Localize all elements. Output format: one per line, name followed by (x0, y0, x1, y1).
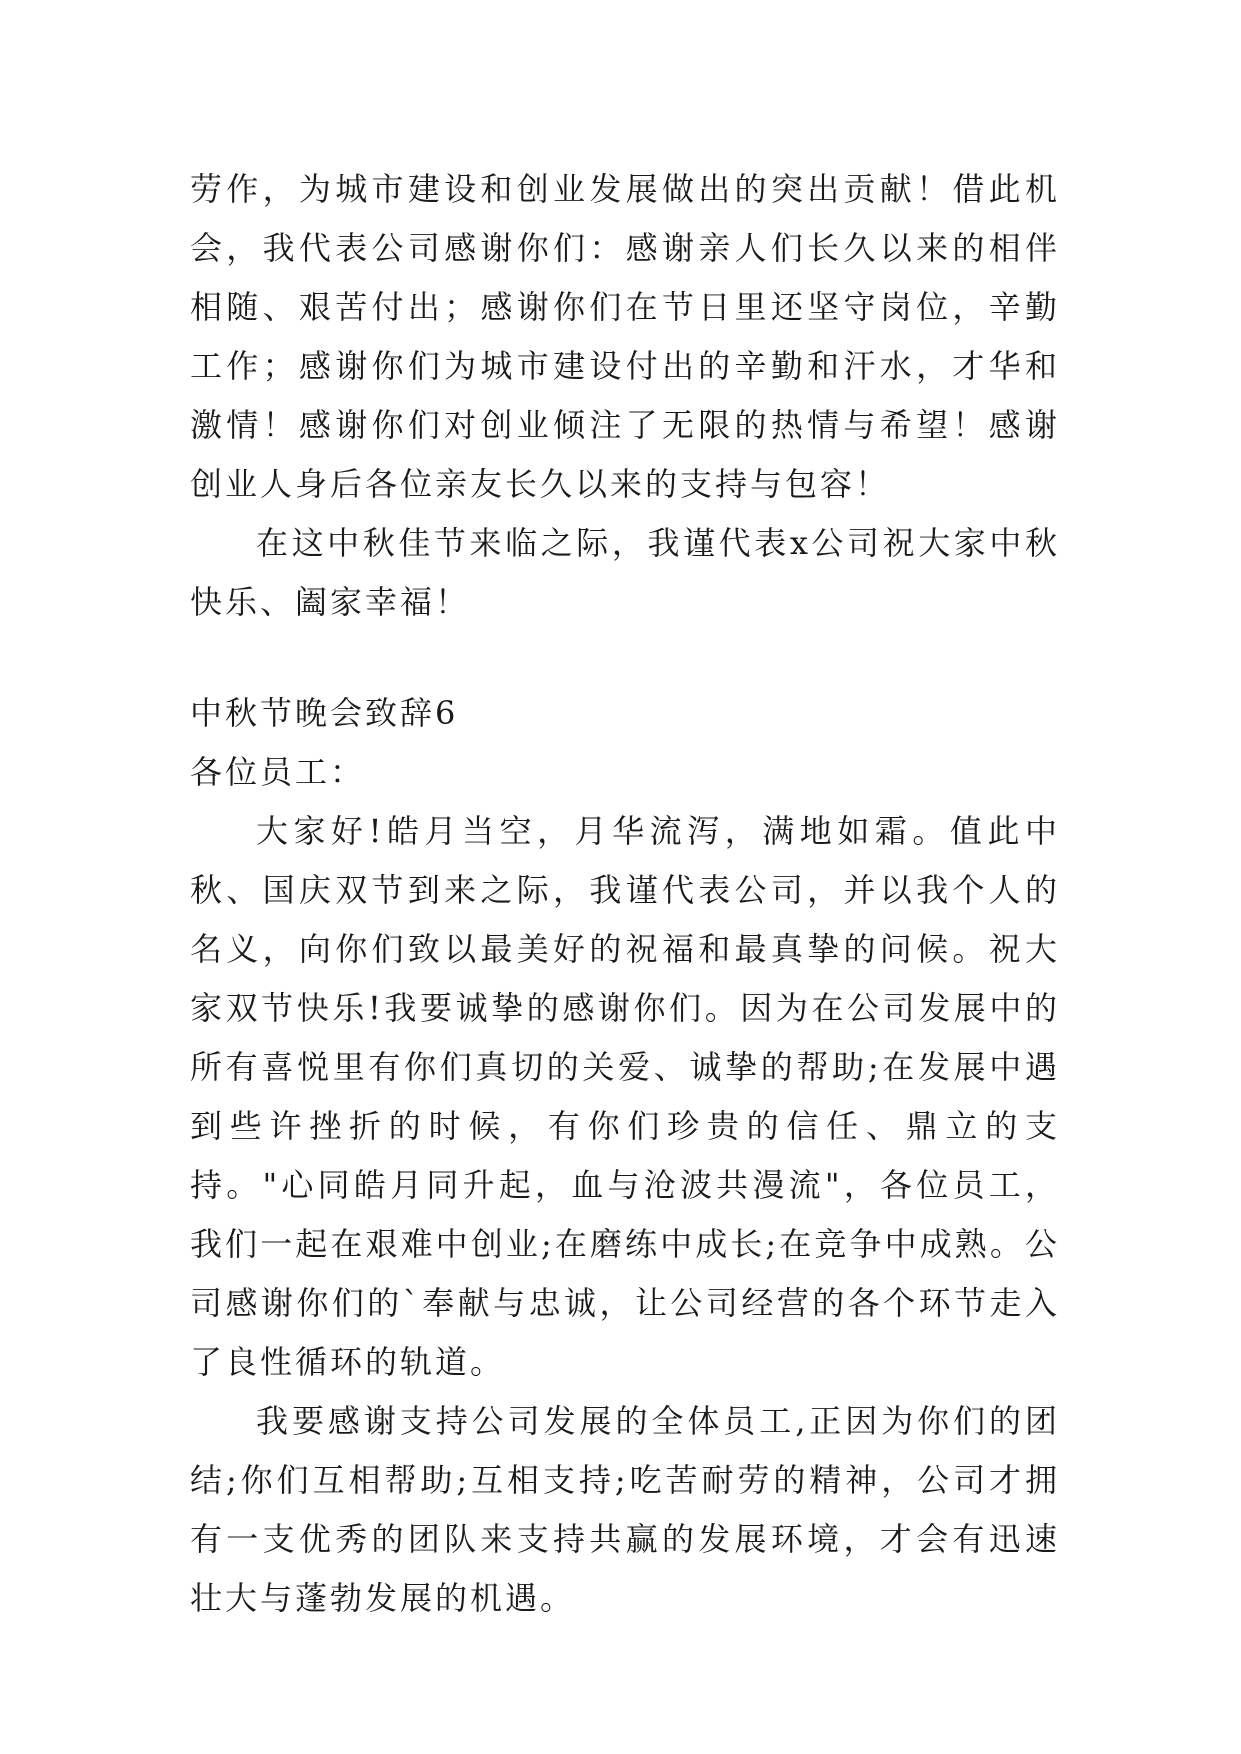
section-6 (190, 684, 1060, 1628)
paragraph-team-thanks: 我要感谢支持公司发展的全体员工,正因为你们的团结;你们互相帮助;互相支持;吃苦耐劳的精神，公司才拥有一支优秀的团队来支持共赢的发展环境，才会有迅速壮大与蓬勃发展的机遇。 (190, 1402, 1060, 1617)
paragraph-thanks: 劳作，为城市建设和创业发展做出的突出贡献！借此机会，我代表公司感谢你们：感谢亲人们长久以来的相伴相随、艰苦付出；感谢你们在节日里还坚守岗位，辛勤工作；感谢你们为城市建设付出的辛勤和汗水，才华和激情！感谢你们对创业倾注了无限的热情与希望！感谢创业人身后各位亲友长久以来的支持与包容！ (190, 170, 1060, 503)
paragraph-greeting: 大家好!皓月当空，月华流泻，满地如霜。值此中秋、国庆双节到来之际，我谨代表公司，并以我个人的名义，向你们致以最美好的祝福和最真挚的问候。祝大家双节快乐!我要诚挚的感谢你们。因为在公司发展中的所有喜悦里有你们真切的关爱、诚挚的帮助;在发展中遇到些许挫折的时候，有你们珍贵的信任、鼎立的支持。"心同皓月同升起，血与沧波共漫流"，各位员工，我们一起在艰难中创业;在磨练中成长;在竞争中成熟。公司感谢你们的`奉献与忠诚，让公司经营的各个环节走入了良性循环的轨道。 (190, 812, 1060, 1381)
previous-section-body (190, 160, 1060, 632)
paragraph-blessing: 在这中秋佳节来临之际，我谨代表x公司祝大家中秋快乐、阖家幸福！ (190, 524, 1060, 621)
section-title: 中秋节晚会致辞6 (190, 694, 459, 732)
salutation: 各位员工： (190, 753, 366, 791)
